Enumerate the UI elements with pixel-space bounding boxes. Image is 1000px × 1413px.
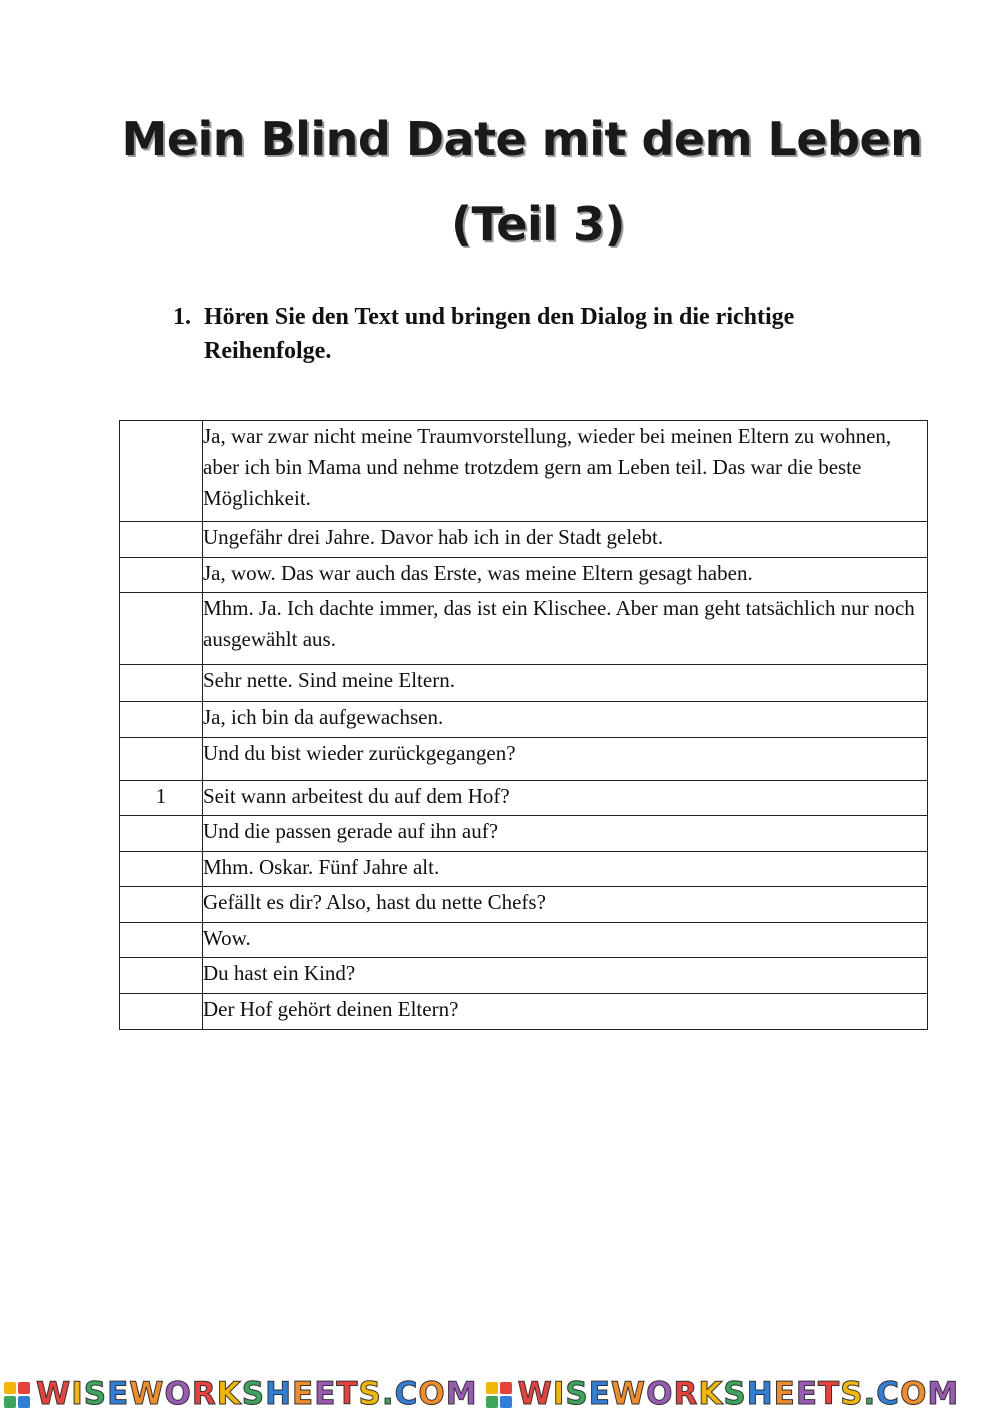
brand-logo-icon — [486, 1382, 512, 1408]
table-row — [120, 887, 928, 923]
dialog-line-cell: Ungefähr drei Jahre. Davor hab ich in der Stadt gelebt. — [203, 522, 928, 558]
dialog-line-cell: Sehr nette. Sind meine Eltern. — [203, 665, 928, 702]
task-number: 1. — [173, 304, 191, 330]
dialog-line-cell: Und die passen gerade auf ihn auf? — [203, 816, 928, 852]
table-row — [120, 593, 928, 665]
dialog-line-cell: Ja, war zwar nicht meine Traumvorstellung, wieder bei meinen Eltern zu wohnen, aber ich bin Mama und nehme trotzdem gern am Leben teil. Das war die beste Möglichkeit. — [203, 421, 928, 522]
brand-watermark — [0, 1376, 478, 1413]
order-number-cell[interactable] — [120, 558, 203, 593]
table-row — [120, 994, 928, 1030]
order-number-cell[interactable]: 1 — [120, 781, 203, 816]
table-row — [120, 665, 928, 702]
dialog-table — [119, 420, 928, 1030]
task-instruction — [173, 300, 893, 368]
table-row — [120, 781, 928, 816]
brand-text: WISEWORKSHEETS.COM — [36, 1376, 478, 1412]
dialog-line-cell: Und du bist wieder zurückgegangen? — [203, 738, 928, 781]
table-row — [120, 923, 928, 958]
dialog-line-cell: Mhm. Ja. Ich dachte immer, das ist ein Klischee. Aber man geht tatsächlich nur noch ausgewählt aus. — [203, 593, 928, 665]
table-row — [120, 738, 928, 781]
brand-watermark — [482, 1376, 960, 1413]
task-text: Hören Sie den Text und bringen den Dialog in die richtige Reihenfolge. — [204, 304, 795, 364]
table-row — [120, 816, 928, 852]
order-number-cell[interactable] — [120, 994, 203, 1030]
brand-logo-icon — [4, 1382, 30, 1408]
order-number-cell[interactable] — [120, 852, 203, 887]
order-number-cell[interactable] — [120, 738, 203, 781]
dialog-line-cell: Ja, ich bin da aufgewachsen. — [203, 702, 928, 738]
footer-watermark — [0, 1376, 1000, 1413]
table-row — [120, 702, 928, 738]
table-row — [120, 522, 928, 558]
table-row — [120, 852, 928, 887]
brand-text: WISEWORKSHEETS.COM — [517, 1376, 960, 1412]
order-number-cell[interactable] — [120, 816, 203, 852]
dialog-line-cell: Du hast ein Kind? — [203, 958, 928, 994]
page-title-line2: (Teil 3) — [450, 197, 626, 251]
table-row — [120, 958, 928, 994]
table-row — [120, 558, 928, 593]
order-number-cell[interactable] — [120, 958, 203, 994]
order-number-cell[interactable] — [120, 702, 203, 738]
order-number-cell[interactable] — [120, 923, 203, 958]
order-number-cell[interactable] — [120, 593, 203, 665]
order-number-cell[interactable] — [120, 421, 203, 522]
dialog-line-cell: Gefällt es dir? Also, hast du nette Chefs? — [203, 887, 928, 923]
dialog-line-cell: Mhm. Oskar. Fünf Jahre alt. — [203, 852, 928, 887]
dialog-line-cell: Wow. — [203, 923, 928, 958]
order-number-cell[interactable] — [120, 887, 203, 923]
order-number-cell[interactable] — [120, 522, 203, 558]
dialog-line-cell: Seit wann arbeitest du auf dem Hof? — [203, 781, 928, 816]
dialog-line-cell: Der Hof gehört deinen Eltern? — [203, 994, 928, 1030]
dialog-line-cell: Ja, wow. Das war auch das Erste, was meine Eltern gesagt haben. — [203, 558, 928, 593]
page-title-line1: Mein Blind Date mit dem Leben — [121, 112, 923, 166]
order-number-cell[interactable] — [120, 665, 203, 702]
table-row — [120, 421, 928, 522]
